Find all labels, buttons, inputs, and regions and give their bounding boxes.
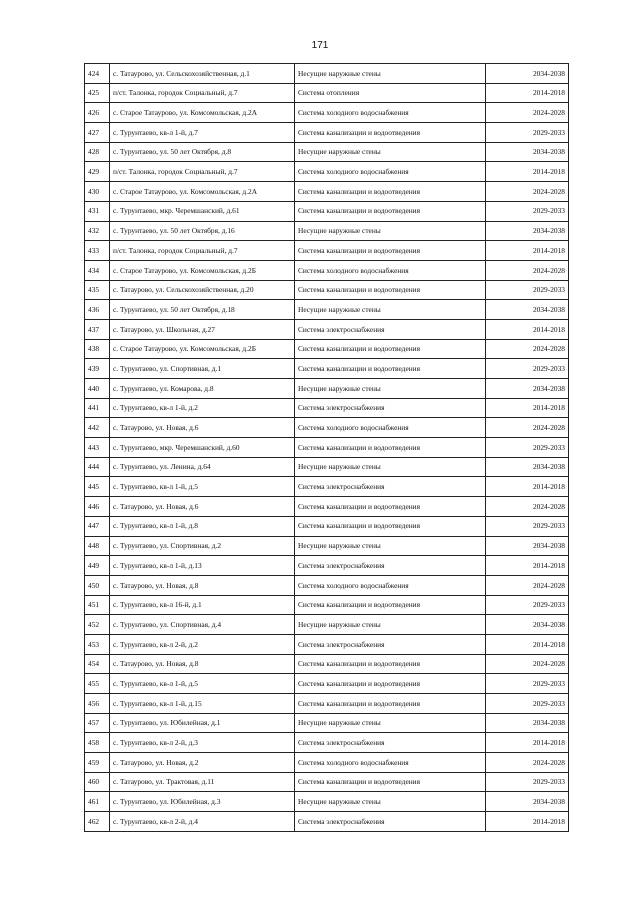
row-number: 429	[85, 162, 110, 182]
table-row	[85, 359, 569, 379]
row-address: с. Татаурово, ул. Новая, д.6	[110, 497, 295, 517]
row-system: Система канализации и водоотведения	[295, 674, 486, 694]
row-number: 457	[85, 713, 110, 733]
table-row	[85, 595, 569, 615]
row-address: с. Турунтаево, кв-л 2-й, д.3	[110, 733, 295, 753]
row-period: 2034-2038	[486, 379, 569, 399]
row-address: с. Турунтаево, ул. 50 лет Октября, д.8	[110, 142, 295, 162]
table-row	[85, 438, 569, 458]
row-period: 2034-2038	[486, 457, 569, 477]
row-system: Система канализации и водоотведения	[295, 280, 486, 300]
row-address: с. Турунтаево, ул. Ленина, д.64	[110, 457, 295, 477]
row-number: 425	[85, 83, 110, 103]
table-row	[85, 536, 569, 556]
table-row	[85, 64, 569, 84]
registry-table	[84, 63, 569, 832]
row-address: с. Старое Татаурово, ул. Комсомольская, д.2А	[110, 103, 295, 123]
table-row	[85, 792, 569, 812]
row-period: 2034-2038	[486, 142, 569, 162]
row-number: 433	[85, 241, 110, 261]
row-number: 451	[85, 595, 110, 615]
row-address: с. Турунтаево, ул. Спортивная, д.4	[110, 615, 295, 635]
row-number: 445	[85, 477, 110, 497]
row-period: 2034-2038	[486, 300, 569, 320]
row-system: Система канализации и водоотведения	[295, 339, 486, 359]
row-system: Система канализации и водоотведения	[295, 654, 486, 674]
table-row	[85, 497, 569, 517]
row-number: 442	[85, 418, 110, 438]
row-address: п/ст. Талонка, городок Социальный, д.7	[110, 83, 295, 103]
row-system: Несущие наружные стены	[295, 379, 486, 399]
row-number: 430	[85, 182, 110, 202]
row-address: с. Турунтаево, кв-л 1-й, д.8	[110, 516, 295, 536]
row-period: 2014-2018	[486, 83, 569, 103]
row-system: Система холодного водоснабжения	[295, 575, 486, 595]
row-period: 2024-2028	[486, 497, 569, 517]
row-period: 2034-2038	[486, 221, 569, 241]
row-system: Система электроснабжения	[295, 634, 486, 654]
row-system: Система канализации и водоотведения	[295, 772, 486, 792]
row-period: 2029-2033	[486, 123, 569, 143]
registry-table-body	[85, 64, 569, 832]
row-period: 2029-2033	[486, 674, 569, 694]
row-period: 2014-2018	[486, 241, 569, 261]
row-address: с. Турунтаево, ул. Комарова, д.8	[110, 379, 295, 399]
row-number: 459	[85, 753, 110, 773]
row-system: Система канализации и водоотведения	[295, 694, 486, 714]
row-system: Несущие наружные стены	[295, 713, 486, 733]
row-number: 428	[85, 142, 110, 162]
row-address: с. Турунтаево, ул. Юбилейная, д.3	[110, 792, 295, 812]
table-row	[85, 556, 569, 576]
row-period: 2024-2028	[486, 260, 569, 280]
row-period: 2014-2018	[486, 477, 569, 497]
row-period: 2024-2028	[486, 753, 569, 773]
table-row	[85, 162, 569, 182]
row-system: Система канализации и водоотведения	[295, 359, 486, 379]
table-row	[85, 300, 569, 320]
row-number: 437	[85, 319, 110, 339]
row-system: Система холодного водоснабжения	[295, 103, 486, 123]
row-address: с. Турунтаево, ул. 50 лет Октября, д.16	[110, 221, 295, 241]
row-system: Система канализации и водоотведения	[295, 438, 486, 458]
row-system: Система электроснабжения	[295, 812, 486, 832]
row-system: Несущие наружные стены	[295, 615, 486, 635]
table-row	[85, 457, 569, 477]
row-address: с. Турунтаево, мкр. Черемшанский, д.60	[110, 438, 295, 458]
row-address: с. Турунтаево, кв-л 1-й, д.5	[110, 477, 295, 497]
row-number: 462	[85, 812, 110, 832]
table-row	[85, 615, 569, 635]
row-address: с. Турунтаево, кв-л 2-й, д.4	[110, 812, 295, 832]
row-address: п/ст. Талонка, городок Социальный, д.7	[110, 162, 295, 182]
row-system: Система электроснабжения	[295, 319, 486, 339]
row-number: 431	[85, 201, 110, 221]
row-system: Система канализации и водоотведения	[295, 516, 486, 536]
row-period: 2029-2033	[486, 595, 569, 615]
row-system: Система канализации и водоотведения	[295, 497, 486, 517]
row-period: 2014-2018	[486, 162, 569, 182]
table-row	[85, 694, 569, 714]
row-system: Система холодного водоснабжения	[295, 418, 486, 438]
row-address: с. Турунтаево, ул. Спортивная, д.2	[110, 536, 295, 556]
row-number: 440	[85, 379, 110, 399]
row-period: 2024-2028	[486, 339, 569, 359]
row-system: Несущие наружные стены	[295, 142, 486, 162]
row-period: 2014-2018	[486, 812, 569, 832]
row-system: Несущие наружные стены	[295, 300, 486, 320]
row-system: Система канализации и водоотведения	[295, 241, 486, 261]
row-system: Система холодного водоснабжения	[295, 753, 486, 773]
row-period: 2029-2033	[486, 516, 569, 536]
row-period: 2014-2018	[486, 398, 569, 418]
row-address: с. Татаурово, ул. Школьная, д.27	[110, 319, 295, 339]
table-row	[85, 241, 569, 261]
row-system: Несущие наружные стены	[295, 221, 486, 241]
row-number: 447	[85, 516, 110, 536]
table-row	[85, 201, 569, 221]
row-address: с. Турунтаево, ул. 50 лет Октября, д.18	[110, 300, 295, 320]
row-period: 2014-2018	[486, 556, 569, 576]
row-number: 426	[85, 103, 110, 123]
row-system: Система канализации и водоотведения	[295, 182, 486, 202]
row-address: с. Турунтаево, ул. Юбилейная, д.1	[110, 713, 295, 733]
row-system: Система электроснабжения	[295, 398, 486, 418]
row-address: с. Турунтаево, ул. Спортивная, д.1	[110, 359, 295, 379]
row-period: 2024-2028	[486, 182, 569, 202]
table-row	[85, 733, 569, 753]
row-system: Система электроснабжения	[295, 733, 486, 753]
row-system: Система электроснабжения	[295, 556, 486, 576]
row-period: 2029-2033	[486, 438, 569, 458]
row-period: 2029-2033	[486, 772, 569, 792]
row-number: 456	[85, 694, 110, 714]
table-row	[85, 713, 569, 733]
row-number: 460	[85, 772, 110, 792]
row-number: 439	[85, 359, 110, 379]
table-row	[85, 516, 569, 536]
page-number: 171	[311, 40, 329, 51]
row-number: 441	[85, 398, 110, 418]
row-number: 450	[85, 575, 110, 595]
row-number: 432	[85, 221, 110, 241]
table-row	[85, 280, 569, 300]
row-number: 434	[85, 260, 110, 280]
row-number: 453	[85, 634, 110, 654]
table-row	[85, 418, 569, 438]
row-address: с. Турунтаево, кв-л 2-й, д.2	[110, 634, 295, 654]
row-period: 2029-2033	[486, 694, 569, 714]
row-number: 454	[85, 654, 110, 674]
row-system: Несущие наружные стены	[295, 536, 486, 556]
row-address: с. Татаурово, ул. Новая, д.8	[110, 575, 295, 595]
table-row	[85, 772, 569, 792]
row-system: Система холодного водоснабжения	[295, 162, 486, 182]
row-address: с. Турунтаево, кв-л 1-й, д.15	[110, 694, 295, 714]
table-row	[85, 260, 569, 280]
table-row	[85, 339, 569, 359]
row-system: Система электроснабжения	[295, 477, 486, 497]
row-address: с. Турунтаево, кв-л 1-й, д.7	[110, 123, 295, 143]
table-row	[85, 182, 569, 202]
table-row	[85, 379, 569, 399]
row-period: 2014-2018	[486, 634, 569, 654]
row-period: 2014-2018	[486, 733, 569, 753]
table-row	[85, 142, 569, 162]
row-period: 2034-2038	[486, 536, 569, 556]
row-period: 2029-2033	[486, 359, 569, 379]
table-row	[85, 398, 569, 418]
row-period: 2024-2028	[486, 654, 569, 674]
row-address: с. Турунтаево, кв-л 1-й, д.2	[110, 398, 295, 418]
row-system: Несущие наружные стены	[295, 457, 486, 477]
row-system: Система канализации и водоотведения	[295, 201, 486, 221]
row-period: 2024-2028	[486, 103, 569, 123]
row-number: 436	[85, 300, 110, 320]
row-address: с. Татаурово, ул. Новая, д.8	[110, 654, 295, 674]
table-row	[85, 319, 569, 339]
row-number: 435	[85, 280, 110, 300]
row-number: 455	[85, 674, 110, 694]
row-system: Система канализации и водоотведения	[295, 123, 486, 143]
row-address: с. Татаурово, ул. Новая, д.2	[110, 753, 295, 773]
row-period: 2029-2033	[486, 201, 569, 221]
row-address: с. Турунтаево, кв-л 1-й, д.13	[110, 556, 295, 576]
table-row	[85, 753, 569, 773]
row-system: Система холодного водоснабжения	[295, 260, 486, 280]
row-address: с. Татаурово, ул. Новая, д.6	[110, 418, 295, 438]
row-period: 2024-2028	[486, 418, 569, 438]
table-row	[85, 674, 569, 694]
row-period: 2014-2018	[486, 319, 569, 339]
row-period: 2034-2038	[486, 792, 569, 812]
table-row	[85, 654, 569, 674]
row-number: 461	[85, 792, 110, 812]
row-number: 452	[85, 615, 110, 635]
row-address: с. Турунтаево, мкр. Черемшанский, д.61	[110, 201, 295, 221]
row-address: с. Татаурово, ул. Сельскохозяйственная, д.20	[110, 280, 295, 300]
row-number: 443	[85, 438, 110, 458]
row-number: 448	[85, 536, 110, 556]
row-system: Система канализации и водоотведения	[295, 595, 486, 615]
row-number: 444	[85, 457, 110, 477]
row-number: 438	[85, 339, 110, 359]
row-system: Несущие наружные стены	[295, 792, 486, 812]
table-row	[85, 221, 569, 241]
table-row	[85, 812, 569, 832]
row-address: с. Татаурово, ул. Сельскохозяйственная, д.1	[110, 64, 295, 84]
row-system: Несущие наружные стены	[295, 64, 486, 84]
row-address: с. Старое Татаурово, ул. Комсомольская, д.2Б	[110, 339, 295, 359]
row-number: 449	[85, 556, 110, 576]
row-number: 458	[85, 733, 110, 753]
table-row	[85, 575, 569, 595]
row-address: с. Старое Татаурово, ул. Комсомольская, д.2Б	[110, 260, 295, 280]
table-row	[85, 123, 569, 143]
row-period: 2029-2033	[486, 280, 569, 300]
row-number: 424	[85, 64, 110, 84]
row-number: 427	[85, 123, 110, 143]
table-row	[85, 634, 569, 654]
row-address: с. Турунтаево, кв-л 16-й, д.1	[110, 595, 295, 615]
row-address: с. Турунтаево, кв-л 1-й, д.5	[110, 674, 295, 694]
table-row	[85, 83, 569, 103]
row-address: с. Старое Татаурово, ул. Комсомольская, д.2А	[110, 182, 295, 202]
row-period: 2034-2038	[486, 713, 569, 733]
row-address: с. Татаурово, ул. Трактовая, д.11	[110, 772, 295, 792]
row-number: 446	[85, 497, 110, 517]
row-period: 2024-2028	[486, 575, 569, 595]
table-row	[85, 103, 569, 123]
table-row	[85, 477, 569, 497]
row-period: 2034-2038	[486, 615, 569, 635]
row-system: Система отопления	[295, 83, 486, 103]
row-period: 2034-2038	[486, 64, 569, 84]
row-address: п/ст. Талонка, городок Социальный, д.7	[110, 241, 295, 261]
